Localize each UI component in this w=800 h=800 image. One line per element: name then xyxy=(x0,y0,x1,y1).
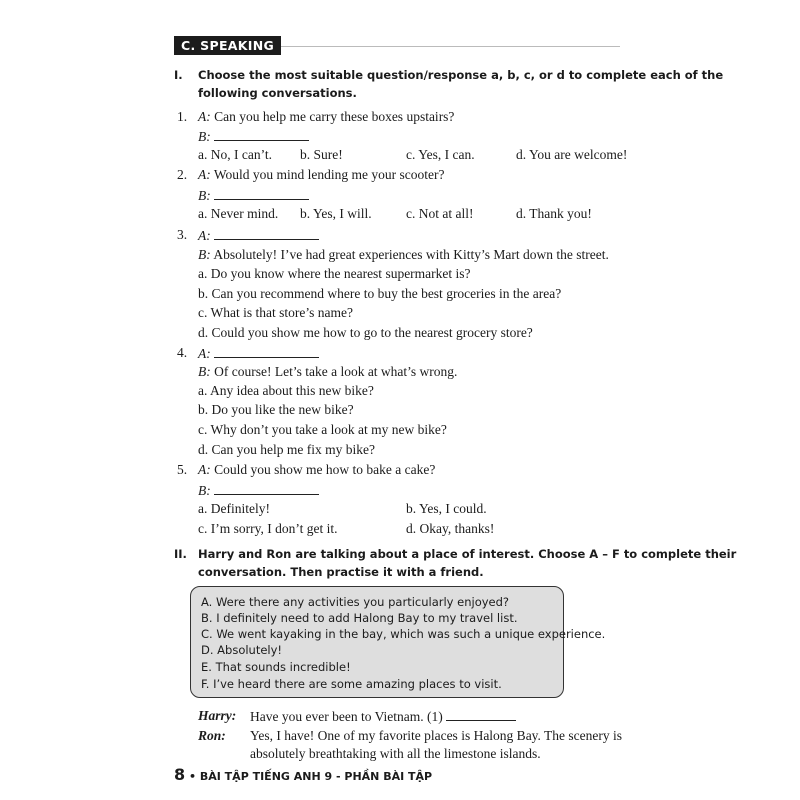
box-option-e: E. That sounds incredible! xyxy=(201,660,351,674)
q4-line-a xyxy=(198,345,319,362)
q3-option-b[interactable]: b. Can you recommend where to buy the best groceries in the area? xyxy=(198,286,562,301)
q1-a-text: Can you help me carry these boxes upstairs? xyxy=(214,109,455,124)
q4-option-d[interactable]: d. Can you help me fix my bike? xyxy=(198,442,375,457)
q3-option-c[interactable]: c. What is that store’s name? xyxy=(198,305,353,320)
box-option-c: C. We went kayaking in the bay, which was such a unique experience. xyxy=(201,627,606,641)
q2-option-c[interactable]: c. Not at all! xyxy=(406,206,474,221)
speaker-b-label: B: xyxy=(198,129,211,144)
q3-option-d[interactable]: d. Could you show me how to go to the nearest grocery store? xyxy=(198,325,533,340)
part1-numeral: I. xyxy=(174,68,183,82)
page-footer xyxy=(174,765,432,784)
q3-number: 3. xyxy=(177,227,188,242)
answer-blank[interactable] xyxy=(446,708,516,721)
answer-blank[interactable] xyxy=(214,227,319,240)
speaker-a-label: A: xyxy=(198,346,211,361)
speaker-a-label: A: xyxy=(198,167,211,182)
footer-bullet: • xyxy=(188,770,197,783)
q2-number: 2. xyxy=(177,167,188,182)
answer-blank[interactable] xyxy=(214,187,309,200)
q3-line-a xyxy=(198,227,319,244)
q5-option-c[interactable]: c. I’m sorry, I don’t get it. xyxy=(198,521,338,536)
ron-label: Ron: xyxy=(198,728,226,743)
answer-blank[interactable] xyxy=(214,345,319,358)
q1-option-d[interactable]: d. You are welcome! xyxy=(516,147,628,162)
q5-line-b xyxy=(198,482,319,499)
answer-blank[interactable] xyxy=(214,482,319,495)
footer-title: BÀI TẬP TIẾNG ANH 9 - PHẦN BÀI TẬP xyxy=(199,770,433,783)
q4-line-b xyxy=(198,364,457,380)
q1-option-b[interactable]: b. Sure! xyxy=(300,147,343,162)
section-title: C. SPEAKING xyxy=(174,36,281,55)
ron-text-line1: Yes, I have! One of my favorite places is Halong Bay. The scenery is xyxy=(250,728,623,743)
q2-option-a[interactable]: a. Never mind. xyxy=(198,206,279,221)
box-option-a: A. Were there any activities you particularly enjoyed? xyxy=(201,595,510,609)
speaker-a-label: A: xyxy=(198,109,211,124)
q5-option-a[interactable]: a. Definitely! xyxy=(198,501,270,516)
speaker-b-label: B: xyxy=(198,247,211,262)
header-rule xyxy=(270,46,620,47)
q2-a-text: Would you mind lending me your scooter? xyxy=(213,167,445,182)
part2-numeral: II. xyxy=(174,547,187,561)
speaker-b-label: B: xyxy=(198,483,211,498)
q3-option-a[interactable]: a. Do you know where the nearest supermarket is? xyxy=(198,266,471,281)
ron-text-line2: absolutely breathtaking with all the limestone islands. xyxy=(250,746,541,761)
q5-a-text: Could you show me how to bake a cake? xyxy=(214,462,436,477)
q4-number: 4. xyxy=(177,345,188,360)
part1-instruction-line1: Choose the most suitable question/response a, b, c, or d to complete each of the xyxy=(198,68,724,82)
q3-line-b xyxy=(198,247,609,263)
part1-instruction-line2: following conversations. xyxy=(198,86,357,100)
q4-option-c[interactable]: c. Why don’t you take a look at my new bike? xyxy=(198,422,447,437)
page-number: 8 xyxy=(174,765,186,784)
speaker-a-label: A: xyxy=(198,462,211,477)
q2-line-b xyxy=(198,187,309,204)
answer-blank[interactable] xyxy=(214,128,309,141)
q2-option-d[interactable]: d. Thank you! xyxy=(516,206,592,221)
q5-option-b[interactable]: b. Yes, I could. xyxy=(406,501,487,516)
box-option-d: D. Absolutely! xyxy=(201,643,283,657)
harry-text: Have you ever been to Vietnam. (1) xyxy=(250,709,443,724)
q4-b-text: Of course! Let’s take a look at what’s wrong. xyxy=(214,364,458,379)
part2-instruction-line1: Harry and Ron are talking about a place of interest. Choose A – F to complete their xyxy=(198,547,737,561)
speaker-b-label: B: xyxy=(198,364,211,379)
q4-option-a[interactable]: a. Any idea about this new bike? xyxy=(198,383,374,398)
q3-b-text: Absolutely! I’ve had great experiences with Kitty’s Mart down the street. xyxy=(213,247,609,262)
q2-line-a xyxy=(198,167,445,183)
harry-label: Harry: xyxy=(198,708,237,723)
q1-option-a[interactable]: a. No, I can’t. xyxy=(198,147,272,162)
q5-option-d[interactable]: d. Okay, thanks! xyxy=(406,521,495,536)
q1-line-b xyxy=(198,128,309,145)
harry-line xyxy=(250,708,516,725)
q5-number: 5. xyxy=(177,462,188,477)
speaker-b-label: B: xyxy=(198,188,211,203)
speaker-a-label: A: xyxy=(198,228,211,243)
box-option-f: F. I’ve heard there are some amazing places to visit. xyxy=(201,677,502,691)
q2-option-b[interactable]: b. Yes, I will. xyxy=(300,206,372,221)
part2-instruction-line2: conversation. Then practise it with a friend. xyxy=(198,565,484,579)
box-option-b: B. I definitely need to add Halong Bay to my travel list. xyxy=(201,611,518,625)
q4-option-b[interactable]: b. Do you like the new bike? xyxy=(198,402,354,417)
q1-number: 1. xyxy=(177,109,188,124)
options-box xyxy=(190,586,606,698)
q5-line-a xyxy=(198,462,435,478)
q1-option-c[interactable]: c. Yes, I can. xyxy=(406,147,475,162)
q1-line-a xyxy=(198,109,454,125)
